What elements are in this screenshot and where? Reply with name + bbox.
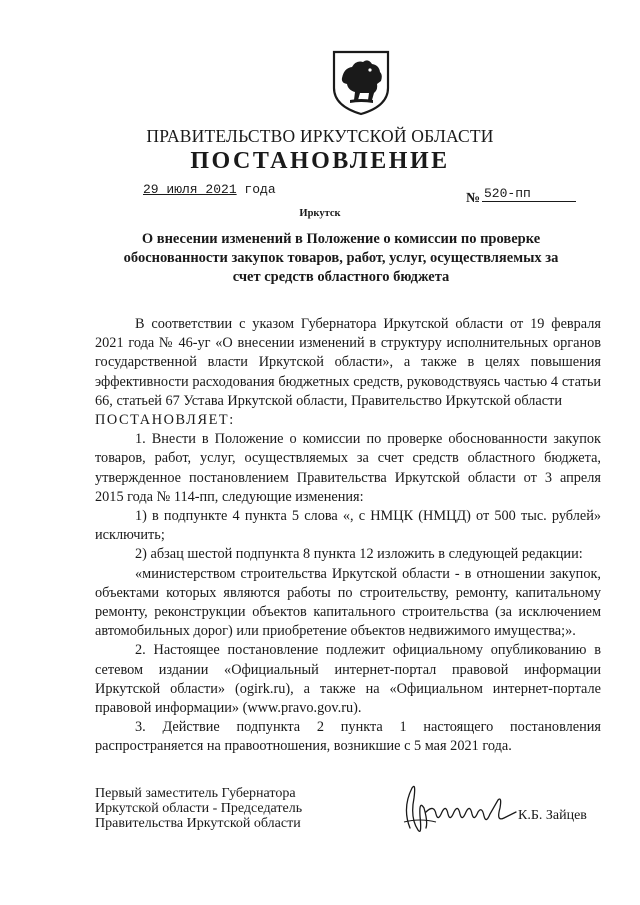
signatory-position bbox=[95, 786, 302, 831]
preamble-paragraph: В соответствии с указом Губернатора Иркутской области от 19 февраля 2021 года № 46-уг «О внесении изменений в структуру исполнительных органов государственной власти Иркутской области», а также в целях повышения эффективности расходования бюджетных средств, руководствуясь частью 4 статьи 66, статьей 67 Устава Иркутской области, Правительство Иркутской области bbox=[95, 316, 601, 409]
paragraph-1: 1. Внести в Положение о комиссии по проверке обоснованности закупок товаров, работ, услуг, осуществляемых за счет средств областного бюджета, утвержденное постановлением Правительства Иркутской области от 3 апреля 2015 года № 114-пп, следующие изменения: bbox=[95, 431, 601, 505]
paragraph-2: 2. Настоящее постановление подлежит официальному опубликованию в сетевом издании «Официальный интернет-портал правовой информации Иркутской области» (ogirk.ru), а также на «Официальном интернет-портале правовой информации» (www.pravo.gov.ru). bbox=[95, 642, 601, 717]
subparagraph-1: 1) в подпункте 4 пункта 5 слова «, с НМЦК (НМЦД) от 500 тыс. рублей» исключить; bbox=[95, 508, 601, 544]
quoted-text: «министерством строительства Иркутской области - в отношении закупок, объектами которых являются работы по строительству, ремонту, капитальному ремонту, реконструкции объектов капитального строительства (за исключением автомобильных дорог) или приобретение объектов недвижимого имущества;». bbox=[95, 565, 601, 640]
document-number: 520-пп bbox=[482, 186, 576, 202]
number-label: № bbox=[466, 191, 481, 206]
date-suffix: года bbox=[236, 182, 276, 197]
city-name: Иркутск bbox=[299, 208, 341, 219]
document-body bbox=[95, 315, 601, 757]
government-name: ПРАВИТЕЛЬСТВО ИРКУТСКОЙ ОБЛАСТИ bbox=[146, 126, 494, 146]
subparagraph-2: 2) абзац шестой подпункта 8 пункта 12 изложить в следующей редакции: bbox=[135, 546, 583, 563]
paragraph-3: 3. Действие подпункта 2 пункта 1 настоящего постановления распространяется на правоотношения, возникшие с 5 мая 2021 года. bbox=[95, 719, 601, 755]
position-line-3: Правительства Иркутской области bbox=[95, 816, 301, 831]
coat-of-arms-icon bbox=[330, 48, 392, 116]
position-line-2: Иркутской области - Председатель bbox=[95, 801, 303, 816]
document-title: О внесении изменений в Положение о комиссии по проверке обоснованности закупок товаров, работ, услуг, осуществляемых за счет средств областного бюджета bbox=[123, 231, 559, 285]
document-date bbox=[143, 182, 276, 197]
signature-image bbox=[390, 778, 520, 840]
document-type: ПОСТАНОВЛЕНИЕ bbox=[190, 148, 450, 174]
date-value: 29 июля 2021 bbox=[143, 182, 237, 197]
decree-word: ПОСТАНОВЛЯЕТ: bbox=[95, 412, 235, 429]
signer-name: К.Б. Зайцев bbox=[518, 808, 587, 823]
position-line-1: Первый заместитель Губернатора bbox=[95, 786, 296, 801]
